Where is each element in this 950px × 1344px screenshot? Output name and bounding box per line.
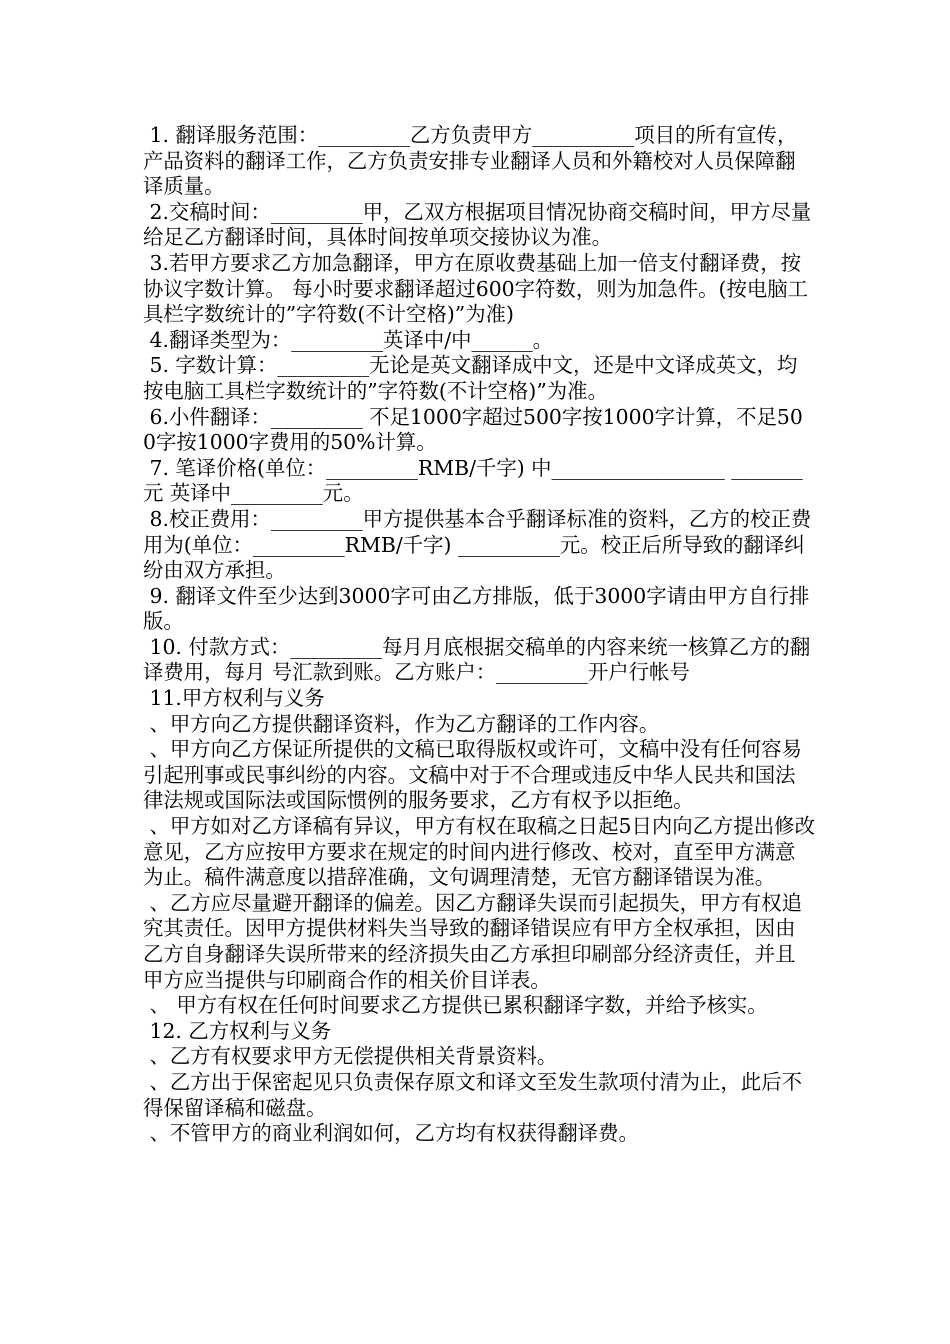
party-a-item-3: 、甲方如对乙方译稿有异议，甲方有权在取稿之日起5日内向乙方提出修改意见，乙方应按甲方要求在规定的时间内进行修改、校对，直至甲方满意为止。稿件满意度以措辞准确，文句调理清楚，无官方翻译错误为准。 bbox=[143, 814, 815, 890]
clause-2-delivery-time: 2.交稿时间：_________甲，乙双方根据项目情况协商交稿时间，甲方尽量给足乙方翻译时间，具体时间按单项交接协议为准。 bbox=[143, 199, 812, 250]
document-body bbox=[143, 123, 815, 1147]
clause-9-typesetting: 9. 翻译文件至少达到3000字可由乙方排版，低于3000字请由甲方自行排版。 bbox=[143, 583, 810, 634]
clause-4-translation-type: 4.翻译类型为：_________英译中/中______。 bbox=[143, 327, 554, 352]
clause-11-party-a-heading: 11.甲方权利与义务 bbox=[143, 686, 325, 711]
clause-3-urgent-translation: 3.若甲方要求乙方加急翻译，甲方在原收费基础上加一倍支付翻译费，按协议字数计算。 每小时要求翻译超过600字符数，则为加急件。(按电脑工具栏字数统计的”字符数(不计空格)”为准) bbox=[143, 250, 809, 327]
clause-5-word-count: 5. 字数计算：_________无论是英文翻译成中文，还是中文译成英文，均按电脑工具栏字数统计的”字符数(不计空格)”为准。 bbox=[143, 353, 798, 403]
clause-8-proofreading-fee: 8.校正费用：_________甲方提供基本合乎翻译标准的资料，乙方的校正费用为(单位：_________RMB/千字) __________元。校正后所导致的翻译纠纷由双方承担。 bbox=[143, 506, 812, 583]
party-b-item-2: 、乙方出于保密起见只负责保存原文和译文至发生款项付清为止，此后不得保留译稿和磁盘。 bbox=[143, 1069, 802, 1120]
clause-10-payment-method: 10. 付款方式：_________每月月底根据交稿单的内容来统一核算乙方的翻译费用，每月 号汇款到账。乙方账户：_________开户行帐号 bbox=[143, 634, 811, 685]
clause-12-party-b-heading: 12. 乙方权利与义务 bbox=[143, 1018, 332, 1043]
clause-6-small-jobs: 6.小件翻译：_________ 不足1000字超过500字按1000字计算，不足500字按1000字费用的50%计算。 bbox=[143, 404, 803, 455]
party-a-item-1: 、甲方向乙方提供翻译资料，作为乙方翻译的工作内容。 bbox=[143, 711, 660, 736]
party-a-item-4: 、乙方应尽量避开翻译的偏差。因乙方翻译失误而引起损失，甲方有权追究其责任。因甲方提供材料失当导致的翻译错误应有甲方全权承担，因由乙方自身翻译失误所带来的经济损失由乙方承担印刷部分经济责任，并且甲方应当提供与印刷商合作的相关价目详表。 bbox=[143, 890, 802, 992]
clause-7-translation-price: 7. 笔译价格(单位：_________RMB/千字) 中_________________ _______元 英译中_________元。 bbox=[143, 455, 803, 506]
party-b-item-1: 、乙方有权要求甲方无偿提供相关背景资料。 bbox=[143, 1044, 558, 1069]
party-a-item-2: 、甲方向乙方保证所提供的文稿已取得版权或许可，文稿中没有任何容易引起刑事或民事纠纷的内容。文稿中对于不合理或违反中华人民共和国法律法规或国际法或国际惯例的服务要求，乙方有权予以拒绝。 bbox=[143, 737, 802, 813]
party-b-item-3: 、不管甲方的商业利润如何，乙方均有权获得翻译费。 bbox=[143, 1121, 639, 1146]
clause-1-service-scope: 1. 翻译服务范围：_________乙方负责甲方__________项目的所有宣传，产品资料的翻译工作，乙方负责安排专业翻译人员和外籍校对人员保障翻译质量。 bbox=[143, 123, 798, 199]
party-a-item-5: 、 甲方有权在任何时间要求乙方提供已累积翻译字数，并给予核实。 bbox=[143, 993, 768, 1018]
